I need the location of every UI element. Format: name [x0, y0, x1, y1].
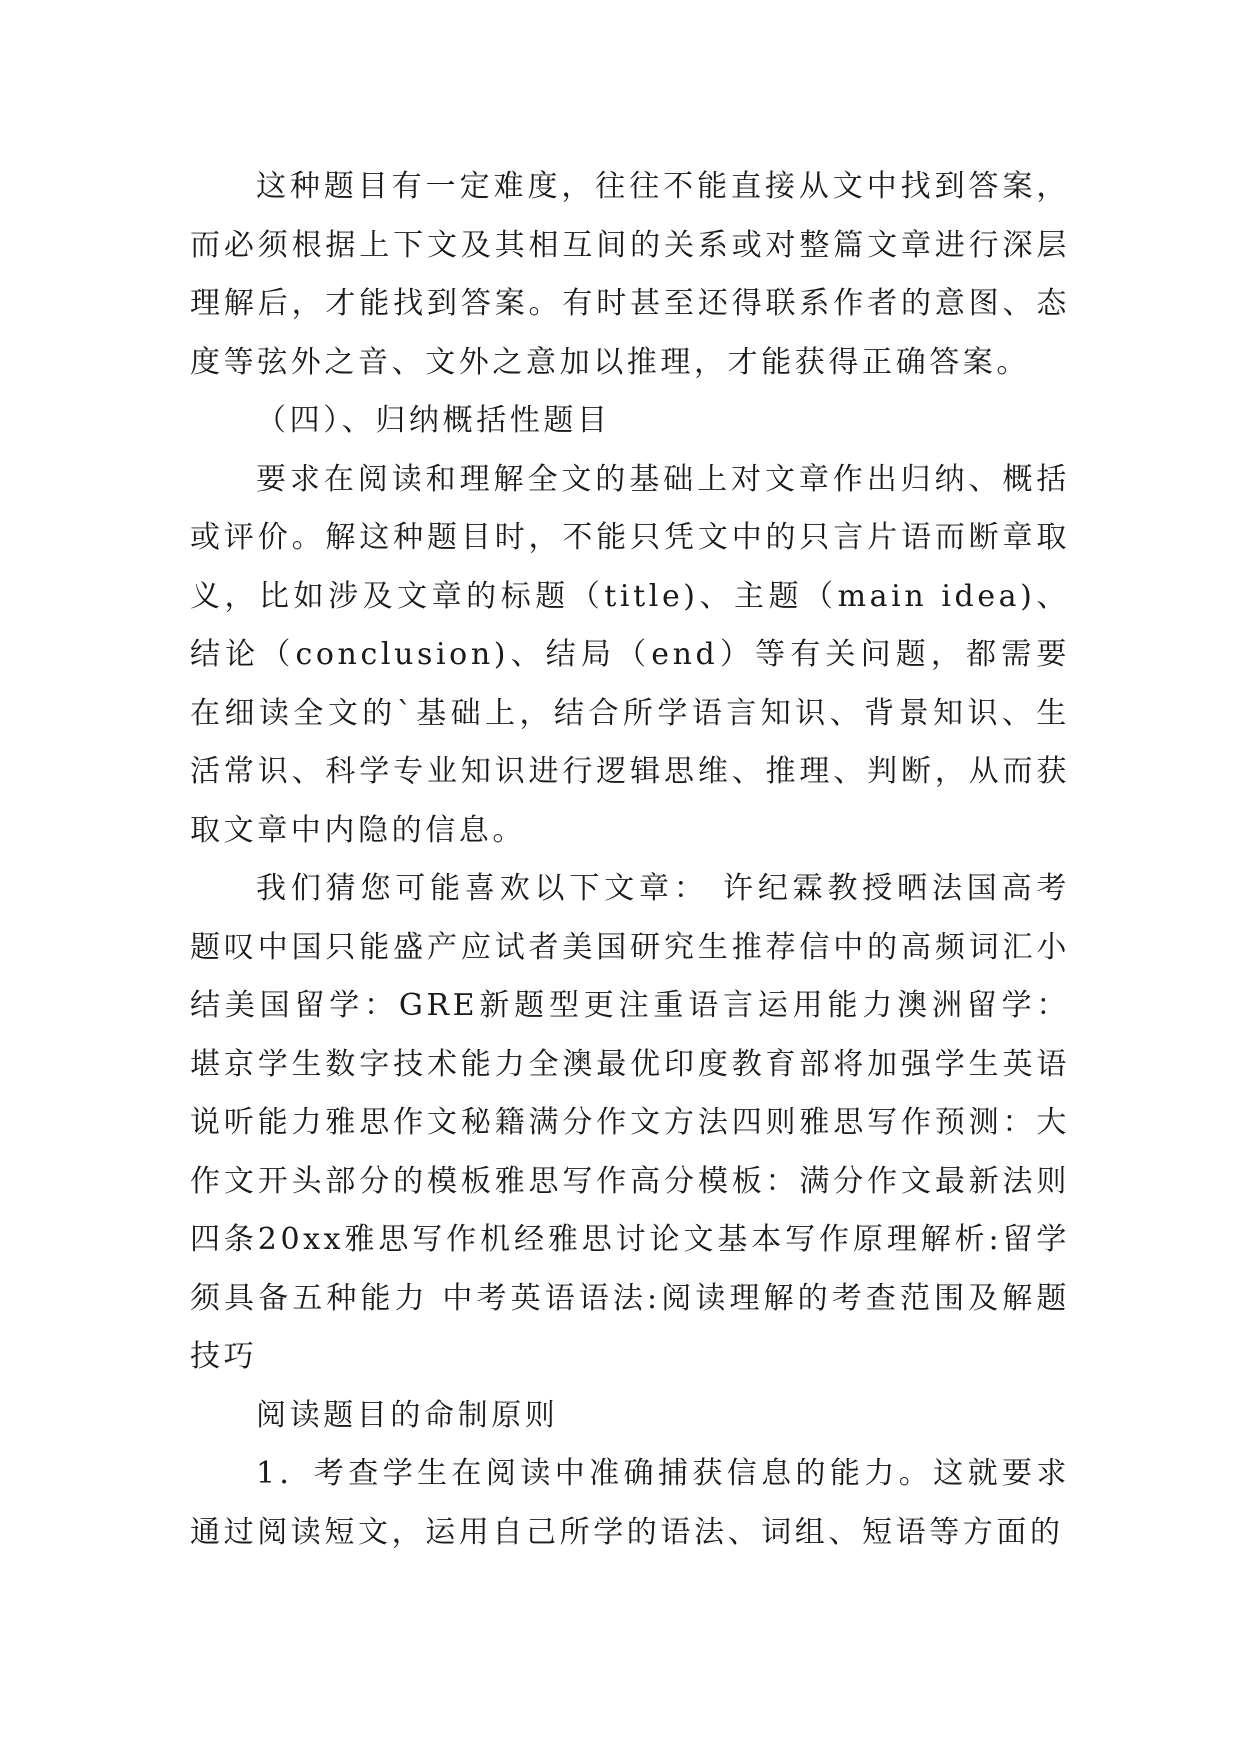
- document-body: [190, 158, 1070, 1562]
- paragraph-related-articles: 我们猜您可能喜欢以下文章： 许纪霖教授晒法国高考题叹中国只能盛产应试者美国研究生推荐信中的高频词汇小结美国留学：GRE新题型更注重语言运用能力澳洲留学：堪京学生数字技术能力全澳最优印度教育部将加强学生英语说听能力雅思作文秘籍满分作文方法四则雅思写作预测：大作文开头部分的模板雅思写作高分模板：满分作文最新法则四条20xx雅思写作机经雅思讨论文基本写作原理解析:留学须具备五种能力 中考英语语法:阅读理解的考查范围及解题技巧: [190, 871, 1070, 1374]
- section-heading-principles: 阅读题目的命制原则: [256, 1397, 559, 1433]
- section-heading-summary-questions: （四）、归纳概括性题目: [256, 403, 611, 438]
- paragraph-principle-1: 1．考查学生在阅读中准确捕获信息的能力。这就要求通过阅读短文，运用自己所学的语法、词组、短语等方面的: [190, 1456, 1070, 1550]
- paragraph-summary-requirements: 要求在阅读和理解全文的基础上对文章作出归纳、概括或评价。解这种题目时，不能只凭文中的只言片语而断章取义，比如涉及文章的标题（title)、主题（main idea)、结论（conclusion)、结局（end）等有关问题，都需要在细读全文的`基础上，结合所学语言知识、背景知识、生活常识、科学专业知识进行逻辑思维、推理、判断，从而获取文章中内隐的信息。: [190, 461, 1070, 848]
- paragraph-difficulty-explanation: 这种题目有一定难度，往往不能直接从文中找到答案，而必须根据上下文及其相互间的关系或对整篇文章进行深层理解后，才能找到答案。有时甚至还得联系作者的意图、态度等弦外之音、文外之意加以推理，才能获得正确答案。: [190, 169, 1070, 380]
